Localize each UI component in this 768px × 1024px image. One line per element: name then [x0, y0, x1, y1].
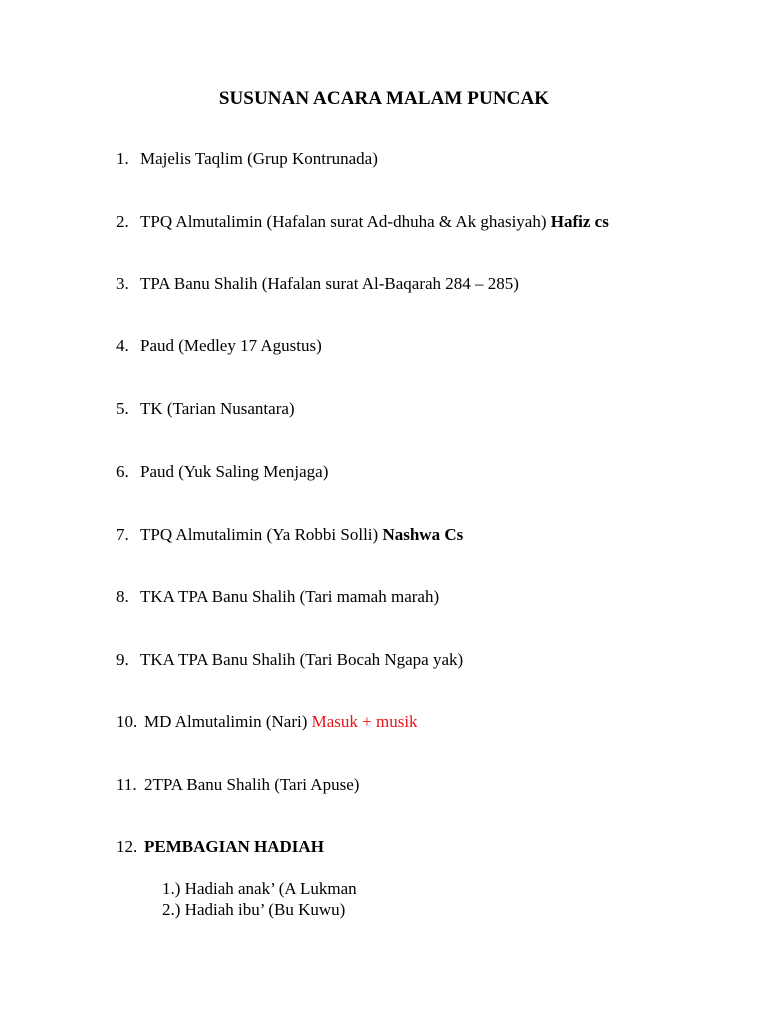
item-text: TK (Tarian Nusantara) [140, 399, 295, 418]
item-performer: Nashwa Cs [382, 525, 464, 544]
item-number: 8. [116, 587, 129, 606]
item-text: TPQ Almutalimin (Ya Robbi Solli) [140, 525, 379, 544]
list-item [116, 711, 418, 733]
list-item [116, 273, 519, 295]
item-text: MD Almutalimin (Nari) [144, 712, 308, 731]
item-text: TKA TPA Banu Shalih (Tari Bocah Ngapa yak) [140, 650, 464, 669]
item-text: Paud (Medley 17 Agustus) [140, 336, 322, 355]
item-number: 1. [116, 149, 129, 168]
item-number: 2. [116, 212, 129, 231]
item-text: Paud (Yuk Saling Menjaga) [140, 462, 329, 481]
page-title: SUSUNAN ACARA MALAM PUNCAK [218, 88, 550, 109]
item-number: 3. [116, 274, 129, 293]
list-item [116, 524, 463, 546]
list-item [116, 211, 609, 233]
sub-item: 1.) Hadiah anak’ (A Lukman [162, 879, 357, 898]
item-performer: Hafiz cs [550, 212, 609, 231]
list-item [116, 836, 324, 858]
list-item [116, 461, 328, 483]
item-text: 2TPA Banu Shalih (Tari Apuse) [144, 775, 360, 794]
list-item [116, 774, 359, 796]
list-item [116, 649, 463, 671]
item-text: TPQ Almutalimin (Hafalan surat Ad-dhuha & Ak ghasiyah) [140, 212, 547, 231]
list-item [116, 586, 439, 608]
item-number: 4. [116, 336, 129, 355]
item-number: 7. [116, 525, 129, 544]
item-text: TPA Banu Shalih (Hafalan surat Al-Baqarah 284 – 285) [140, 274, 519, 293]
item-number: 6. [116, 462, 129, 481]
item-note: Masuk + musik [311, 712, 418, 731]
item-number: 11. [116, 775, 137, 794]
item-number: 5. [116, 399, 129, 418]
item-text: TKA TPA Banu Shalih (Tari mamah marah) [140, 587, 440, 606]
item-text: Majelis Taqlim (Grup Kontrunada) [140, 149, 378, 168]
item-number: 9. [116, 650, 129, 669]
sub-item: 2.) Hadiah ibu’ (Bu Kuwu) [162, 900, 346, 919]
list-item [116, 398, 295, 420]
list-item [116, 335, 322, 357]
list-item [116, 148, 378, 170]
item-heading: PEMBAGIAN HADIAH [144, 837, 324, 856]
item-number: 10. [116, 712, 138, 731]
item-number: 12. [116, 837, 138, 856]
